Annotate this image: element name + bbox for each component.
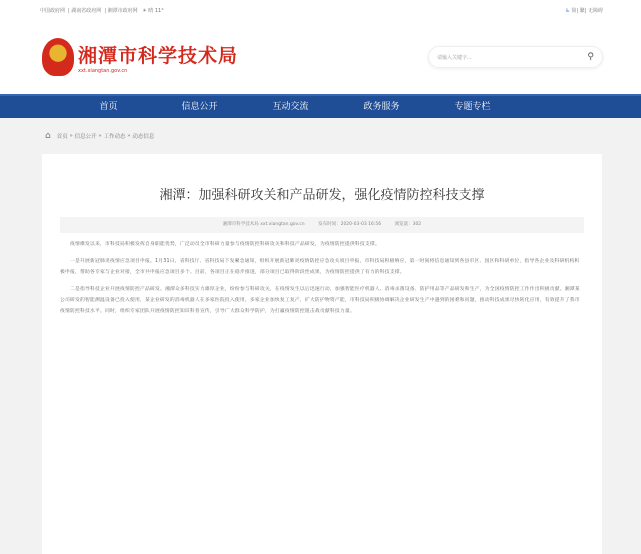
breadcrumb-item[interactable]: 动态信息 xyxy=(132,134,155,140)
search-input[interactable] xyxy=(428,46,603,68)
link-hunan-gov[interactable]: 湖南省政府网 xyxy=(71,7,102,14)
article-meta xyxy=(60,217,584,233)
search-placeholder: 请输入关键字... xyxy=(437,54,472,61)
search-icon[interactable]: ⚲ xyxy=(587,52,594,62)
breadcrumb-item[interactable]: 首页 xyxy=(56,134,68,140)
article-card xyxy=(42,154,602,554)
nav-home[interactable]: 首页 xyxy=(99,102,118,112)
main-nav xyxy=(0,94,641,118)
national-emblem-icon xyxy=(42,38,74,76)
weather: ☀ 晴 11° xyxy=(142,7,164,14)
top-links: 中国政府网 | 湖南省政府网 | 湘潭市政府网 ☀ 晴 11° xyxy=(40,7,164,14)
nav-interaction[interactable]: 互动交流 xyxy=(272,102,309,112)
site-name: 湘潭市科学技术局 xyxy=(78,44,239,67)
accessibility-link[interactable]: 无障碍 xyxy=(587,7,603,14)
breadcrumb: ⌂ 首页 » 信息公开 » 工作动态 » 动态信息 xyxy=(45,131,155,141)
article-views: 浏览量：302 xyxy=(394,222,422,227)
breadcrumb-item[interactable]: 信息公开 xyxy=(74,134,97,140)
nav-info-public[interactable]: 信息公开 xyxy=(181,102,218,112)
article-title: 湘潭：加强科研攻关和产品研发，强化疫情防控科技支撑 xyxy=(159,188,485,203)
nav-services[interactable]: 政务服务 xyxy=(363,102,400,112)
top-bar xyxy=(0,0,641,20)
header xyxy=(0,20,641,94)
article-source: 湘潭市科学技术局 xxt.xiangtan.gov.cn xyxy=(222,222,305,227)
link-xiangtan-gov[interactable]: 湘潭市政府网 xyxy=(107,7,138,14)
traditional-link[interactable]: 繁 xyxy=(579,7,585,14)
article-paragraph: 一是开展新冠肺炎疫情应急项目申报。1月31日，省科技厅、省科技局下发紧急通知，组织开展新冠肺炎疫情防控应急攻关项目申报，市科技局积极响应，第一时间将信息通知到各县市区、园区和科研单位，指导各企业及科研机构积极申报，帮助各专家与企业对接，全市共申报应急项目多个。目前，各项目正在稳步推进，部分项目已取得阶段性成果，为疫情防控提供了有力的科技支撑。 xyxy=(60,259,580,275)
top-right-links: ♿ 简| 繁| 无障碍 xyxy=(565,7,603,14)
link-gov-cn[interactable]: 中国政府网 xyxy=(40,7,66,14)
site-url: xxt.xiangtan.gov.cn xyxy=(78,67,128,74)
nav-topics[interactable]: 专题专栏 xyxy=(454,102,491,112)
simplified-link[interactable]: 简 xyxy=(571,7,577,14)
article-date: 发布时间：2020-03-03 16:56 xyxy=(318,222,382,227)
article-paragraph: 疫情爆发以来，市科技局积极发挥自身职能优势，广泛动员全市科研力量参与疫情防控科研攻关和科技产品研发，为疫情防控提供科技支撑。 xyxy=(70,242,380,247)
accessibility-icon[interactable]: ♿ xyxy=(565,7,570,14)
breadcrumb-item[interactable]: 工作动态 xyxy=(103,134,126,140)
article-paragraph: 二是指导科技企业开展疫情防控产品研发。湘潭众多科技实力雄厚企业，纷纷参与科研攻关，在疫情发生以后迅速行动，加强智能医疗机器人、消毒杀菌设备、防护用品等产品研发和生产，为全国疫情防控工作作出积极贡献。湘潭某公司研发的智能测温设备已投入使用，某企业研发的消毒机器人在多家医院投入使用，多家企业加快复工复产，扩大防护物资产能，市科技局积极协调解决企业研发生产中遇到的困难和问题，推动科技成果尽快转化应用，有效提升了我市疫情防控科技水平。同时，组织专家团队开展疫情防控知识科普宣传，引导广大群众科学防护，为打赢疫情防控阻击战贡献科技力量。 xyxy=(60,287,580,314)
home-icon[interactable]: ⌂ xyxy=(45,131,51,141)
site-logo[interactable] xyxy=(42,38,238,76)
